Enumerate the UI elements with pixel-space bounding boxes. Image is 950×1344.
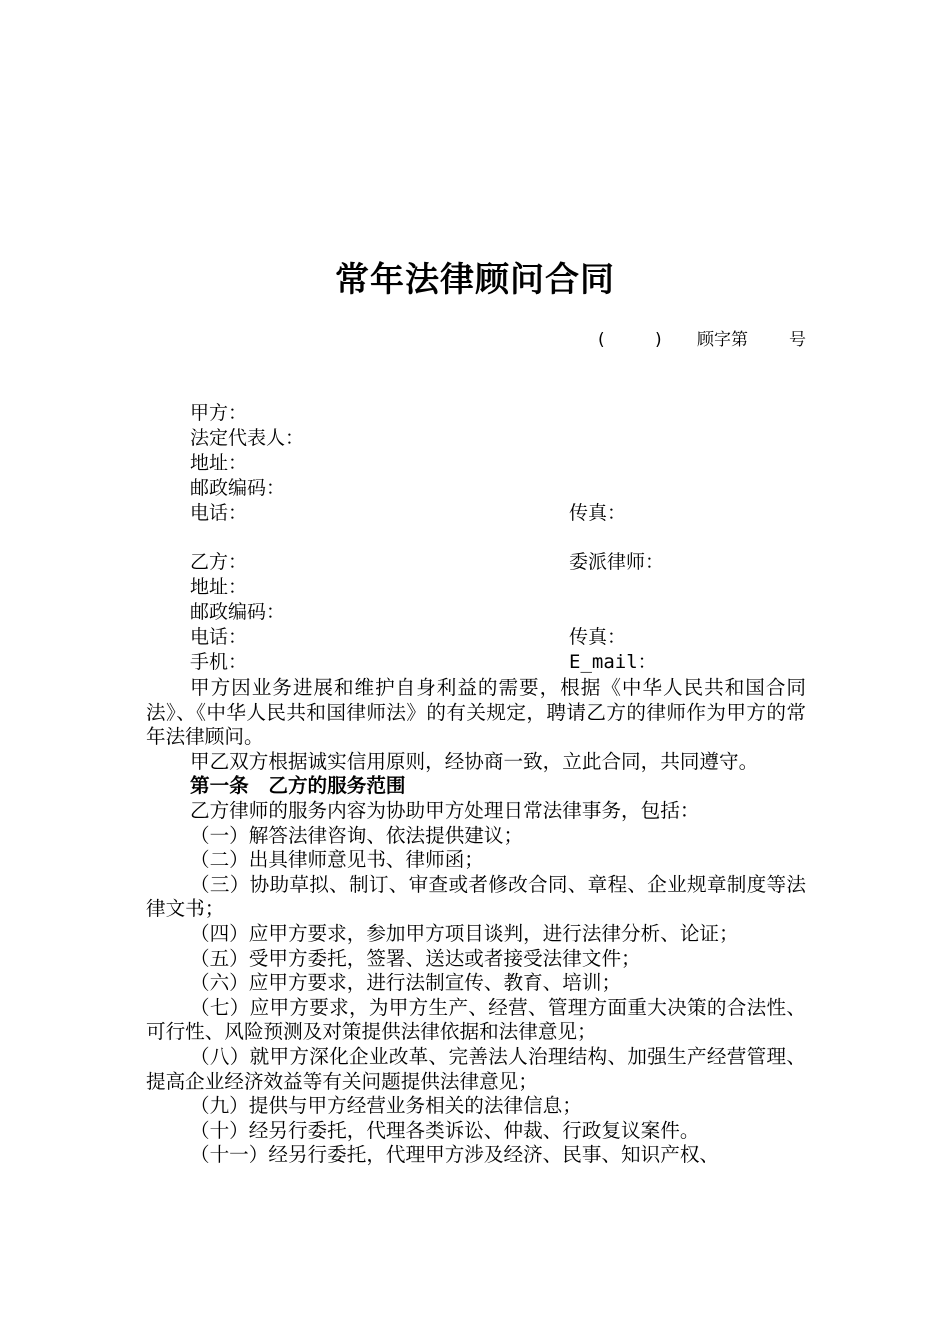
party-b-postcode-label: 邮政编码： <box>190 601 286 623</box>
document-title: 常年法律顾问合同 <box>335 260 615 300</box>
article-1-item: （九）提供与甲方经营业务相关的法律信息； <box>190 1094 582 1118</box>
party-b-email-label: E_mail： <box>569 651 657 673</box>
article-1-item: （三）协助草拟、制订、审查或者修改合同、章程、企业规章制度等法律文书； <box>146 872 806 921</box>
party-a-fax-label: 传真： <box>569 502 627 524</box>
article-1-item: （一）解答法律咨询、依法提供建议； <box>190 823 524 847</box>
doc-number-open-paren: ( <box>598 330 605 350</box>
party-a-name-label: 甲方： <box>190 402 248 424</box>
article-1-heading: 第一条 乙方的服务范围 <box>190 774 406 798</box>
paragraph-agreement: 甲乙双方根据诚实信用原则，经协商一致，立此合同，共同遵守。 <box>190 749 759 773</box>
party-a-postcode-label: 邮政编码： <box>190 477 286 499</box>
party-a-phone-label: 电话： <box>190 502 248 524</box>
party-b-lawyer-label: 委派律师： <box>569 551 665 573</box>
contract-body <box>146 676 806 1168</box>
party-b-fax-label: 传真： <box>569 626 627 648</box>
party-b-phone-label: 电话： <box>190 626 248 648</box>
doc-number-suffix: 号 <box>789 330 806 350</box>
article-1-item: （四）应甲方要求，参加甲方项目谈判，进行法律分析、论证； <box>190 921 739 945</box>
article-1-item: （六）应甲方要求，进行法制宣传、教育、培训； <box>190 971 622 995</box>
doc-number-close-paren: ) <box>655 330 662 350</box>
article-1-item: （五）受甲方委托，签署、送达或者接受法律文件； <box>190 946 641 970</box>
article-1-item: （十一）经另行委托，代理甲方涉及经济、民事、知识产权、 <box>190 1143 720 1167</box>
article-1-item: （八）就甲方深化企业改革、完善法人治理结构、加强生产经营管理、提高企业经济效益等有关问题提供法律意见； <box>146 1044 806 1093</box>
party-a-rep-label: 法定代表人： <box>190 427 305 449</box>
party-b-mobile-label: 手机： <box>190 651 248 673</box>
party-b-name-label: 乙方： <box>190 551 248 573</box>
party-b-address-label: 地址： <box>190 576 248 598</box>
paragraph-preamble: 甲方因业务进展和维护自身利益的需要，根据《中华人民共和国合同法》、《中华人民共和国律师法》的有关规定，聘请乙方的律师作为甲方的常年法律顾问。 <box>146 676 806 749</box>
doc-number-label: 顾字第 <box>697 330 748 350</box>
article-1-item: （七）应甲方要求，为甲方生产、经营、管理方面重大决策的合法性、可行性、风险预测及对策提供法律依据和法律意见； <box>146 995 806 1044</box>
article-1-item: （二）出具律师意见书、律师函； <box>190 848 484 872</box>
article-1-item: （十）经另行委托，代理各类诉讼、仲裁、行政复议案件。 <box>190 1118 700 1142</box>
article-1-intro: 乙方律师的服务内容为协助甲方处理日常法律事务，包括： <box>190 798 700 822</box>
party-a-address-label: 地址： <box>190 452 248 474</box>
